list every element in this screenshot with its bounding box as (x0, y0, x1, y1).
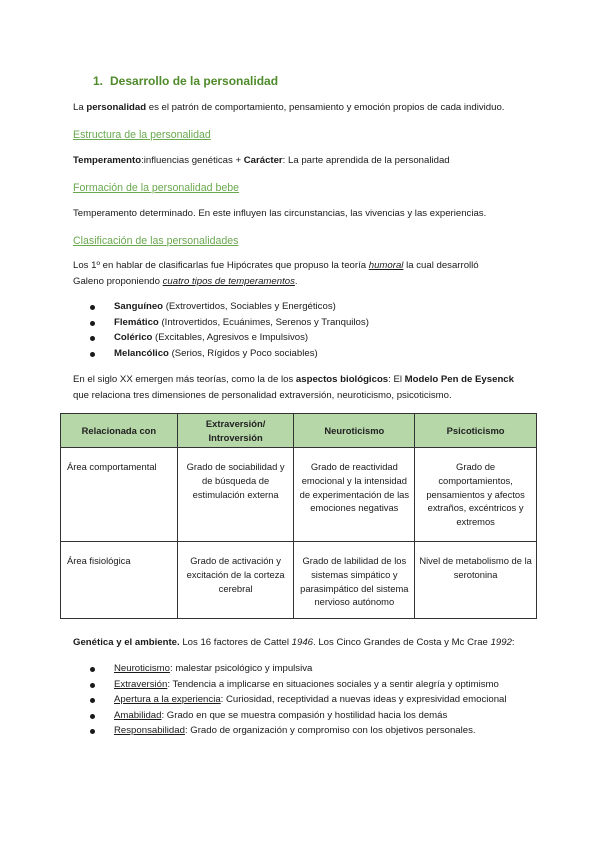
list-item: Apertura a la experiencia: Curiosidad, receptividad a nuevas ideas y expresividad emocional (88, 693, 507, 709)
bullet-icon (90, 729, 95, 734)
table-cell: Grado de reactividad emocional y la intensidad de experimentación de las emociones negativas (294, 448, 415, 542)
clasificacion-line-1: Los 1º en hablar de clasificarlas fue Hipócrates que propuso la teoría humoral la cual desarrolló (73, 260, 479, 271)
bullet-icon (90, 321, 95, 326)
list-item: Melancólico (Serios, Rígidos y Poco sociables) (88, 347, 369, 363)
table-cell: Grado de sociabilidad y de búsqueda de estimulación externa (177, 448, 294, 542)
list-item: Amabilidad: Grado en que se muestra compasión y hostilidad hacia los demás (88, 709, 507, 725)
formacion-paragraph: Temperamento determinado. En este influyen las circunstancias, las vivencias y las experiencias. (73, 208, 487, 219)
subheading-estructura: Estructura de la personalidad (73, 129, 211, 141)
table-cell: Área fisiológica (61, 542, 178, 619)
column-header: Psicoticismo (415, 414, 537, 448)
table-cell: Grado de labilidad de los sistemas simpático y parasimpático del sistema nervioso autónomo (294, 542, 415, 619)
list-item: Extraversión: Tendencia a implicarse en situaciones sociales y a sentir alegría y optimismo (88, 678, 507, 694)
bullet-icon (90, 698, 95, 703)
list-item: Colérico (Excitables, Agresivos e Impulsivos) (88, 331, 369, 347)
eysenck-table (60, 413, 537, 619)
humoral-link: humoral (368, 260, 404, 271)
table-cell: Grado de comportamientos, pensamientos y afectos extraños, excéntricos y extremos (415, 448, 537, 542)
table-header-row (61, 414, 537, 448)
siglo-paragraph-line-1: En el siglo XX emergen más teorías, como la de los aspectos biológicos: El Modelo Pen de Eysenck (73, 374, 514, 385)
list-item: Responsabilidad: Grado de organización y compromiso con los objetivos personales. (88, 724, 507, 740)
bullet-icon (90, 714, 95, 719)
table-cell: Nivel de metabolismo de la serotonina (415, 542, 537, 619)
column-header: Neuroticismo (294, 414, 415, 448)
table-row (61, 542, 537, 619)
table-cell: Área comportamental (61, 448, 178, 542)
definition-paragraph: La personalidad es el patrón de comportamiento, pensamiento y emoción propios de cada individuo. (73, 102, 505, 113)
bullet-icon (90, 336, 95, 341)
list-item: Sanguíneo (Extrovertidos, Sociables y Energéticos) (88, 300, 369, 316)
big-five-list (88, 662, 507, 740)
estructura-paragraph: Temperamento:influencias genéticas + Carácter: La parte aprendida de la personalidad (73, 155, 450, 166)
genetica-paragraph: Genética y el ambiente. Los 16 factores de Cattel 1946. Los Cinco Grandes de Costa y Mc Crae 1992: (73, 637, 515, 648)
temperament-list (88, 300, 369, 362)
subheading-clasificacion: Clasificación de las personalidades (73, 235, 239, 247)
subheading-formacion: Formación de la personalidad bebe (73, 182, 240, 194)
section-heading: 1. Desarrollo de la personalidad (93, 74, 279, 88)
siglo-paragraph-line-2: que relaciona tres dimensiones de personalidad extraversión, neuroticismo, psicoticismo. (73, 390, 452, 401)
column-header: Extraversión/ Introversión (177, 414, 294, 448)
clasificacion-line-2: Galeno proponiendo cuatro tipos de temperamentos. (73, 276, 298, 287)
bullet-icon (90, 305, 95, 310)
list-item: Flemático (Introvertidos, Ecuánimes, Serenos y Tranquilos) (88, 316, 369, 332)
temperamentos-link: cuatro tipos de temperamentos (162, 276, 295, 287)
bullet-icon (90, 683, 95, 688)
table-row (61, 448, 537, 542)
column-header: Relacionada con (61, 414, 178, 448)
bullet-icon (90, 667, 95, 672)
bullet-icon (90, 352, 95, 357)
table-cell: Grado de activación y excitación de la corteza cerebral (177, 542, 294, 619)
list-item: Neuroticismo: malestar psicológico y impulsiva (88, 662, 507, 678)
